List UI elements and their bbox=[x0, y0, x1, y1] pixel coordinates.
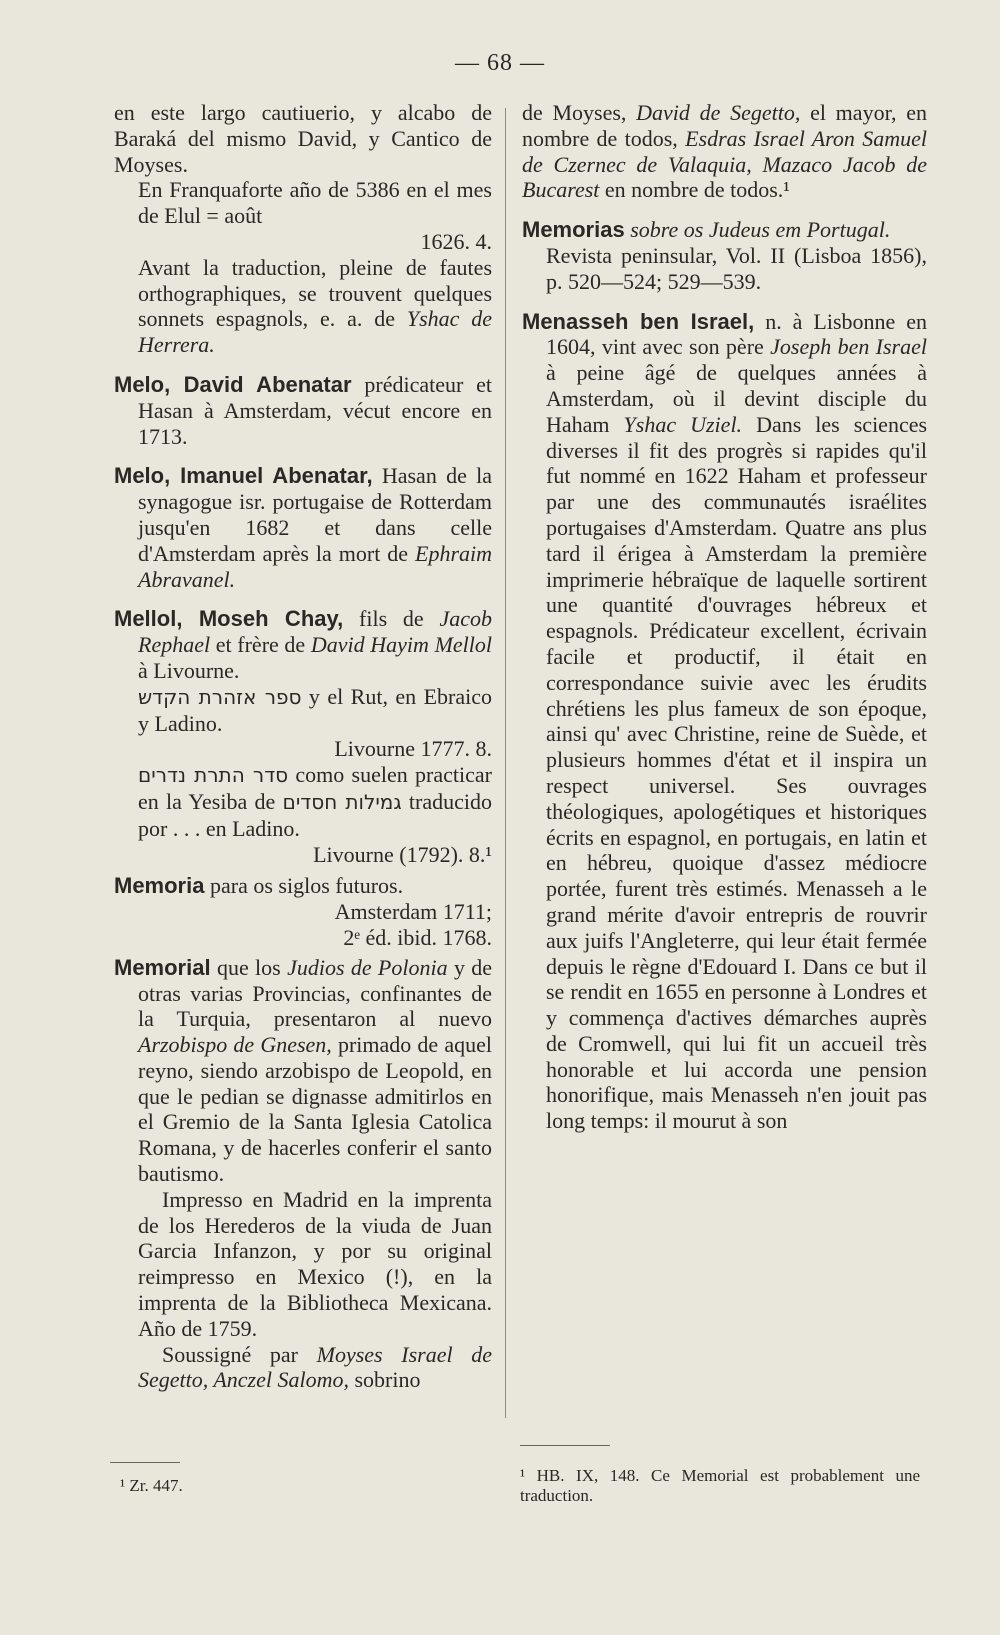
entry-name: Esdras Israel Aron Samuel de Czernec de Valaquia, Mazaco Jacob de Bucarest bbox=[522, 125, 928, 203]
entry-text: de Moyses, bbox=[522, 100, 627, 125]
entry-text: y el Rut, en Ebraico y Ladino. bbox=[138, 683, 492, 736]
paragraph-continuation-right bbox=[522, 100, 927, 203]
entry-headword: Melo, David Abenatar bbox=[114, 371, 352, 397]
memoria-date-1: Amsterdam 1711; bbox=[334, 899, 492, 925]
entry-headword: Melo, Imanuel Abenatar, bbox=[114, 463, 373, 489]
entry-memorial bbox=[114, 955, 492, 1187]
entry-text: primado de aquel reyno, siendo arzobispo de Leopold, en que le pedian se dignasse admitirlos en el Gremio de la Santa Iglesia Catolica Romana, y de hacerles conferir el santo bautismo. bbox=[138, 1032, 492, 1187]
hebrew-title: סדר התרת נדרים bbox=[138, 763, 289, 788]
entry-text: n. à Lisbonne en 1604, vint avec son père bbox=[546, 308, 928, 360]
hebrew-title: ספר אזהרת הקדש bbox=[138, 684, 302, 709]
entry-text: Dans les sciences diverses il fit des progrès si rapides qu'il fut nommé en 1622 Haham et professeur par une des communautés israélites portugaises d'Amsterdam. Quatre ans plus tard il érigea à Amsterdam la première imprimerie hébraïque de laquelle sortirent une quantité d'ouvrages hébreux et espagnols. Prédicateur excellent, écrivain facile et productif, il était en correspondance suivie avec les érudits chrétiens les plus fameux de son époque, ainsi qu' avec Christine, reine de Suède, et plusieurs hommes d'état et il inspira un respect universel. Ses ouvrages théologiques, apologétiques et historiques écrits en espagnol, en portugais, en latin et en hébreu, quoique d'assez médiocre portée, furent très estimés. Menasseh a le grand mérite d'avoir entrepris de rouvrir aux juifs l'Angleterre, qui leur était fermée depuis le règne d'Edouard I. Dans ce but il se rendit en 1655 en personne à Londres et y commença d'actives démarches auprès de Cromwell, qui lui fit un accueil très honorable et lui accorda une pension honorifique, mais Menasseh n'en jouit pas long temps: il mourut à son bbox=[546, 411, 928, 1134]
mellol-work-2 bbox=[114, 762, 492, 841]
right-column bbox=[522, 100, 927, 1134]
memorias-reference: Revista peninsular, Vol. II (Lisboa 1856), p. 520—524; 529—539. bbox=[546, 242, 927, 294]
entry-text: Hasan de la synagogue isr. portugaise de Rotterdam jusqu'en 1682 et dans celle d'Amsterdam après la mort de bbox=[138, 463, 493, 566]
entry-headword: Menasseh ben Israel, bbox=[522, 308, 755, 334]
entry-text: para os siglos futuros. bbox=[209, 873, 404, 899]
entry-name: Jacob Rephael bbox=[138, 606, 493, 658]
mellol-date-1: Livourne 1777. 8. bbox=[334, 736, 492, 762]
entry-text: que los bbox=[216, 954, 281, 980]
footnote-left: ¹ Zr. 447. bbox=[120, 1476, 183, 1495]
entry-text: Soussigné par bbox=[162, 1341, 298, 1367]
entry-name: Yshac Uziel. bbox=[623, 411, 743, 437]
entry-memorias bbox=[522, 217, 927, 243]
entry-menasseh bbox=[522, 309, 927, 1135]
memoria-date-2: 2ᵉ éd. ibid. 1768. bbox=[343, 924, 492, 950]
entry-text: traducido por . . . en Ladino. bbox=[138, 788, 492, 841]
column-divider bbox=[505, 108, 506, 1418]
entry-title: sobre os Judeus em Portugal. bbox=[630, 217, 891, 243]
footnote-rule-right bbox=[520, 1445, 610, 1446]
entry-headword: Memorial bbox=[114, 954, 211, 980]
frankfurt-text: En Franquaforte año de 5386 en el mes de Elul = août bbox=[138, 177, 492, 229]
entry-text: à peine âgé de quelques années à Amsterdam, où il devint disciple du Haham bbox=[546, 360, 927, 437]
entry-name: Moyses Israel de Segetto, Anczel Salomo, bbox=[138, 1341, 493, 1393]
entry-text: prédicateur et Hasan à Amsterdam, vécut encore en 1713. bbox=[138, 371, 493, 449]
entry-name: Arzobispo de Gnesen, bbox=[138, 1032, 332, 1058]
footnote-rule-left bbox=[110, 1462, 180, 1463]
entry-headword: Memorias bbox=[522, 217, 625, 243]
frankfurt-date: 1626. 4. bbox=[420, 228, 492, 254]
entry-headword: Memoria bbox=[114, 873, 205, 899]
entry-text: fils de bbox=[359, 606, 424, 632]
memorial-signatories bbox=[114, 1342, 492, 1394]
entry-name: David Hayim Mellol bbox=[310, 632, 493, 658]
mellol-work-1 bbox=[114, 684, 492, 737]
entry-text: à Livourne. bbox=[138, 657, 240, 683]
entry-mellol bbox=[114, 606, 492, 683]
entry-text: en nombre de todos.¹ bbox=[604, 177, 790, 203]
entry-melo-david bbox=[114, 372, 492, 449]
entry-memoria bbox=[114, 873, 492, 899]
entry-text: como suelen practicar en la Yesiba de bbox=[138, 762, 492, 814]
entry-text: y de otras varias Provincias, confinantes de la Turquia, presentaron al nuevo bbox=[138, 954, 493, 1032]
hebrew-title: גמילות חסדים bbox=[282, 789, 402, 814]
entry-headword: Mellol, Moseh Chay, bbox=[114, 606, 344, 632]
entry-name: David de Segetto, bbox=[636, 100, 801, 125]
note-name: Yshac de Herrera. bbox=[138, 306, 493, 358]
entry-name: Joseph ben Israel bbox=[770, 334, 928, 360]
mellol-date-2: Livourne (1792). 8.¹ bbox=[313, 841, 492, 867]
footnote-right: ¹ HB. IX, 148. Ce Memorial est probablement une traduction. bbox=[520, 1466, 920, 1505]
page-number: — 68 — bbox=[455, 50, 545, 76]
entry-name: Ephraim Abravanel. bbox=[138, 540, 493, 592]
entry-text: sobrino bbox=[354, 1367, 421, 1393]
paragraph-continuation: en este largo cautiuerio, y alcabo de Baraká del mismo David, y Cantico de Moyses. bbox=[114, 100, 492, 177]
paragraph-frankfurt bbox=[114, 177, 492, 229]
memorial-imprint: Impresso en Madrid en la imprenta de los Herederos de la viuda de Juan Garcia Infanzon, y por su original reimpresso en Mexico (!), en la imprenta de la Bibliotheca Mexicana. Año de 1759. bbox=[138, 1186, 492, 1341]
entry-text: et frère de bbox=[215, 632, 306, 658]
entry-melo-imanuel bbox=[114, 463, 492, 592]
paragraph-note bbox=[114, 255, 492, 358]
entry-text: el mayor, en nombre de todos, bbox=[522, 100, 927, 151]
left-column bbox=[114, 100, 492, 1393]
note-text: Avant la traduction, pleine de fautes orthographiques, se trouvent quelques sonnets espagnols, e. a. de bbox=[138, 254, 492, 332]
entry-name: Judios de Polonia bbox=[287, 954, 448, 980]
